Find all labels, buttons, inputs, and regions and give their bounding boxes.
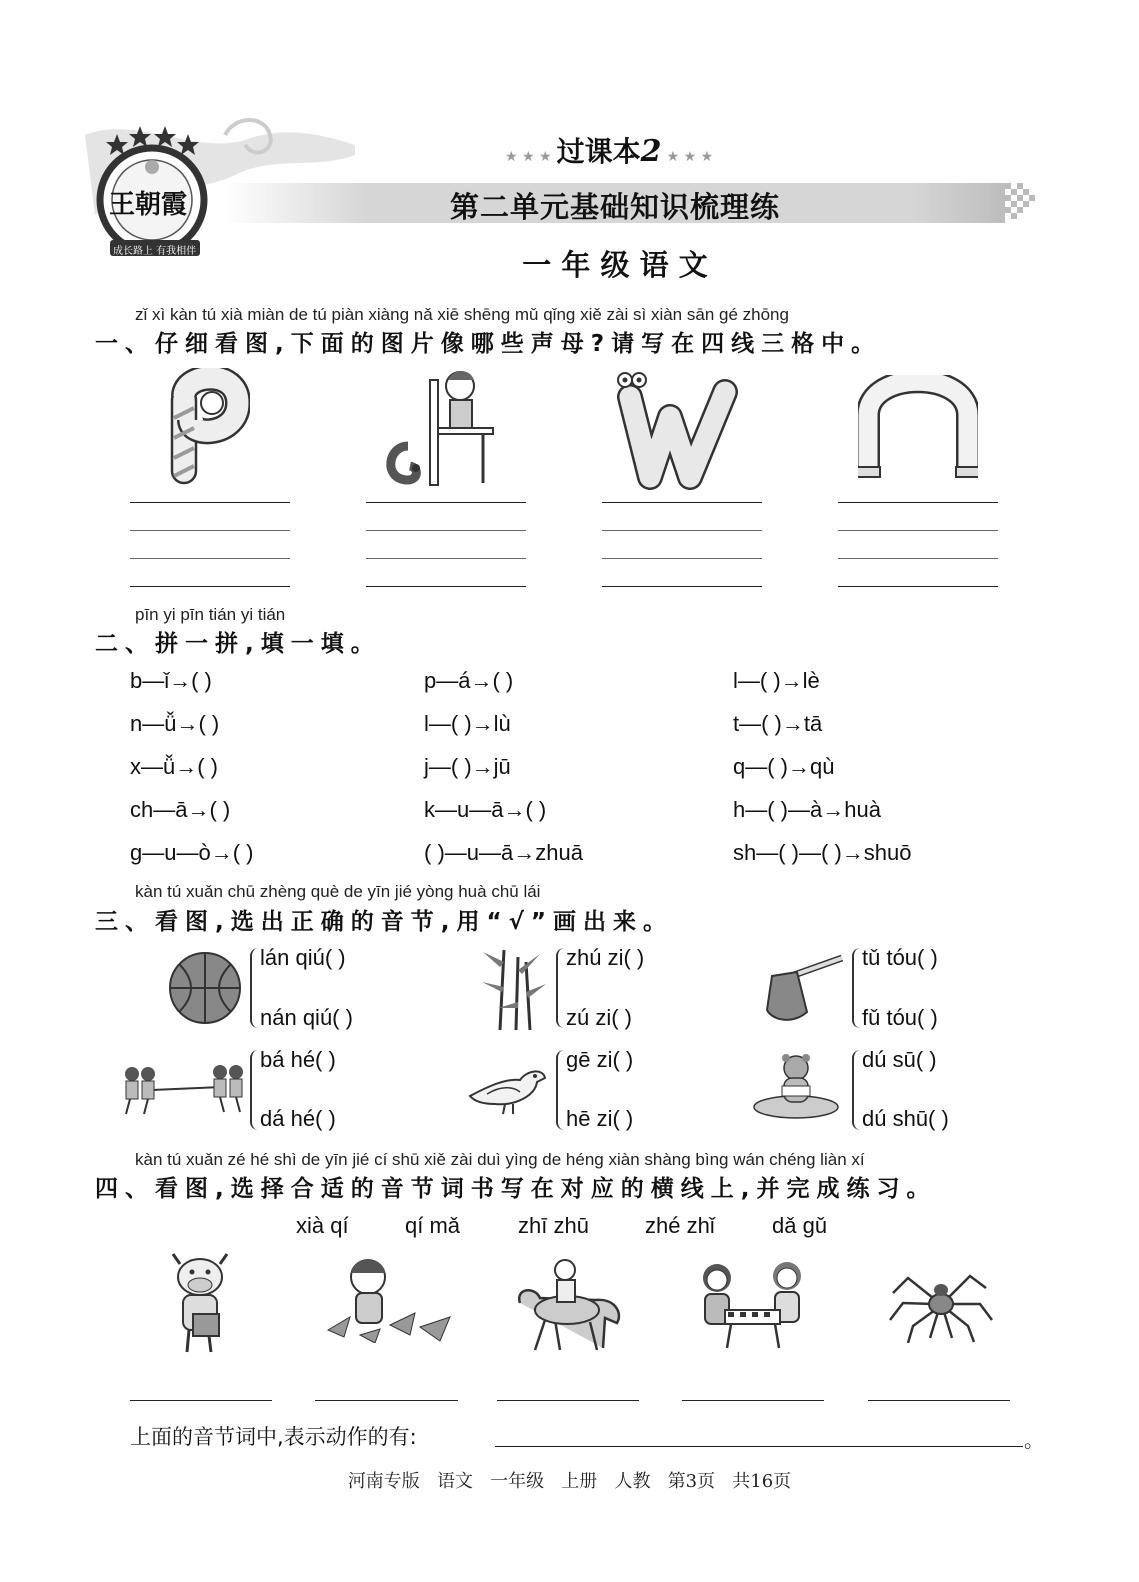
answer-line[interactable] xyxy=(682,1400,824,1401)
series-name: 过课本 xyxy=(556,135,641,168)
q2-instruction: 二、拼一拼,填一填。 xyxy=(95,631,381,657)
q4-instruction: 四、看图,选择合适的音节词书写在对应的横线上,并完成练习。 xyxy=(95,1176,937,1202)
four-line-grid-1[interactable] xyxy=(130,502,290,587)
q3-option[interactable]: gē zi( ) xyxy=(566,1047,634,1072)
q2-item[interactable]: h—( )—à→huà xyxy=(733,797,881,822)
bear-on-log-icon xyxy=(752,1052,840,1122)
q2-item[interactable]: k—u—ā→( ) xyxy=(424,797,547,822)
q4-word: zhé zhǐ xyxy=(645,1213,715,1238)
q3-option[interactable]: nán qiú( ) xyxy=(260,1005,353,1030)
q2-item[interactable]: t—( )→tā xyxy=(733,711,823,736)
answer-line[interactable] xyxy=(868,1400,1010,1401)
bamboo-icon xyxy=(478,942,548,1030)
q2-item[interactable]: b—ǐ→( ) xyxy=(130,668,212,693)
stars-left-icon: ★ ★ ★ xyxy=(505,149,552,165)
logo xyxy=(95,122,210,262)
q3-instruction: 三、看图,选出正确的音节,用“√”画出来。 xyxy=(95,909,674,935)
page-title: 第二单元基础知识梳理练 xyxy=(449,190,780,224)
q1-image-1 xyxy=(160,368,250,488)
logo-ribbon-text: 成长路上 有我相伴 xyxy=(113,246,197,257)
q4-final-prompt: 上面的音节词中,表示动作的有: xyxy=(130,1425,417,1449)
four-line-grid-4[interactable] xyxy=(838,502,998,587)
spider-icon xyxy=(888,1268,993,1343)
final-period: 。 xyxy=(1024,1428,1044,1452)
logo-text: 王朝霞 xyxy=(109,190,188,220)
stars-right-icon: ★ ★ ★ xyxy=(666,149,714,165)
q3-option[interactable]: zú zi( ) xyxy=(566,1005,632,1030)
q2-item[interactable]: l—( )→lè xyxy=(733,668,820,693)
q4-word: zhī zhū xyxy=(518,1213,589,1238)
four-line-grid-2[interactable] xyxy=(366,502,526,587)
q3-option[interactable]: dá hé( ) xyxy=(260,1106,336,1131)
four-line-grid-3[interactable] xyxy=(602,502,762,587)
answer-line[interactable] xyxy=(130,1400,272,1401)
q2-item[interactable]: l—( )→lù xyxy=(424,711,511,736)
page-footer: 河南专版 语文 一年级 上册 人教 第3页 共16页 xyxy=(347,1471,792,1492)
axe-icon xyxy=(762,950,847,1028)
boy-folding-paper-icon xyxy=(320,1255,465,1343)
q1-pinyin: zǐ xì kàn tú xià miàn de tú piàn xiàng nǎ xiē shēng mǔ qǐng xiě zài sì xiàn sān gé zhōng xyxy=(135,305,789,324)
q3-pinyin: kàn tú xuǎn chū zhèng què de yīn jié yòng huà chū lái xyxy=(135,882,541,901)
q3-option[interactable]: dú sū( ) xyxy=(862,1047,937,1072)
q2-item[interactable]: ( )—u—ā→zhuā xyxy=(424,840,583,865)
q3-option[interactable]: hē zi( ) xyxy=(566,1106,634,1131)
q2-item[interactable]: q—( )→qù xyxy=(733,754,835,779)
q2-item[interactable]: sh—( )—( )→shuō xyxy=(733,840,912,865)
pigeon-icon xyxy=(465,1058,550,1118)
boy-riding-horse-icon xyxy=(505,1258,630,1358)
q4-word: dǎ gǔ xyxy=(772,1213,828,1238)
series-number: 2 xyxy=(640,134,662,169)
q4-word: qí mǎ xyxy=(405,1213,461,1238)
cow-drumming-icon xyxy=(165,1252,235,1357)
q3-option[interactable]: zhú zi( ) xyxy=(566,945,645,970)
page-subtitle: 一 年 级 语 文 xyxy=(522,248,708,282)
q2-item[interactable]: n—ǚ→( ) xyxy=(130,711,220,736)
q2-item[interactable]: ch—ā→( ) xyxy=(130,797,231,822)
worm-w-icon xyxy=(615,372,745,490)
title-bar-checker-decoration xyxy=(1005,183,1037,223)
q4-pinyin: kàn tú xuǎn zé hé shì de yīn jié cí shū xiě zài duì yìng de héng xiàn shàng bìng wán chéng liàn xí xyxy=(135,1150,865,1169)
boy-on-stool-icon xyxy=(378,368,513,488)
arch-door-icon xyxy=(858,375,978,487)
q1-image-4 xyxy=(858,375,978,487)
q2-pinyin: pīn yi pīn tián yi tián xyxy=(135,605,286,624)
q2-item[interactable]: p—á→( ) xyxy=(424,668,514,693)
answer-line[interactable] xyxy=(315,1400,458,1401)
girls-playing-chess-icon xyxy=(695,1260,810,1350)
q1-image-2 xyxy=(378,368,513,488)
q1-instruction: 一、仔细看图,下面的图片像哪些声母?请写在四线三格中。 xyxy=(95,331,882,357)
q3-option[interactable]: fǔ tóu( ) xyxy=(862,1005,938,1030)
q4-word: xià qí xyxy=(296,1213,349,1238)
q1-image-3 xyxy=(615,372,745,490)
q3-option[interactable]: dú shū( ) xyxy=(862,1106,949,1131)
basketball-icon xyxy=(165,950,245,1026)
q2-item[interactable]: j—( )→jū xyxy=(424,754,511,779)
q3-option[interactable]: lán qiú( ) xyxy=(260,945,346,970)
tug-of-war-icon xyxy=(122,1062,247,1117)
q2-item[interactable]: g—u—ò→( ) xyxy=(130,840,254,865)
q3-option[interactable]: bá hé( ) xyxy=(260,1047,336,1072)
final-answer-line[interactable] xyxy=(495,1446,1023,1447)
q3-option[interactable]: tǔ tóu( ) xyxy=(862,945,938,970)
candy-cane-p-icon xyxy=(160,368,250,488)
q2-item[interactable]: x—ǚ→( ) xyxy=(130,754,218,779)
answer-line[interactable] xyxy=(497,1400,639,1401)
series-label xyxy=(505,130,713,170)
